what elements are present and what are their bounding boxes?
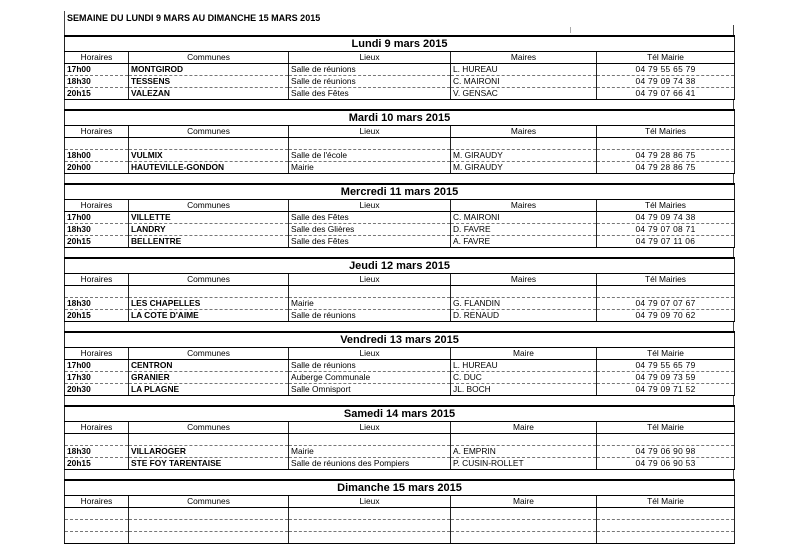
table-row (65, 298, 735, 310)
day-heading-row (65, 110, 735, 126)
cell-maire (451, 138, 597, 150)
cell-commune: VALEZAN (129, 88, 289, 100)
cell-commune: LES CHAPELLES (129, 298, 289, 310)
column-header-tel: Tél Mairies (597, 274, 735, 286)
cell-commune (129, 434, 289, 446)
cell-maire (451, 520, 597, 532)
day-table (64, 183, 735, 248)
column-header-maire: Maires (451, 52, 597, 64)
day-heading: Lundi 9 mars 2015 (65, 36, 735, 52)
day-heading-row (65, 332, 735, 348)
column-header-maire: Maire (451, 496, 597, 508)
cell-tel (597, 138, 735, 150)
cell-lieu: Salle de réunions (289, 64, 451, 76)
table-row (65, 236, 735, 248)
cell-maire: V. GENSAC (451, 88, 597, 100)
cell-maire: A. EMPRIN (451, 446, 597, 458)
table-row (65, 64, 735, 76)
table-row (65, 162, 735, 174)
table-row (65, 446, 735, 458)
cell-maire: M. GIRAUDY (451, 150, 597, 162)
cell-maire (451, 434, 597, 446)
section-spacer (64, 322, 734, 331)
cell-commune: TESSENS (129, 76, 289, 88)
cell-commune: MONTGIROD (129, 64, 289, 76)
cell-commune: BELLENTRE (129, 236, 289, 248)
table-row (65, 88, 735, 100)
cell-time: 20h00 (65, 162, 129, 174)
cell-time: 18h30 (65, 298, 129, 310)
cell-lieu (289, 434, 451, 446)
cell-commune: VILLAROGER (129, 446, 289, 458)
cell-tel: 04 79 06 90 98 (597, 446, 735, 458)
column-header-maire: Maires (451, 274, 597, 286)
day-sections (64, 35, 734, 544)
day-table (64, 257, 735, 322)
cell-lieu: Mairie (289, 162, 451, 174)
cell-commune: LA PLAGNE (129, 384, 289, 396)
column-header-tel: Tél Mairies (597, 126, 735, 138)
cell-lieu: Salle de l'école (289, 150, 451, 162)
cell-maire: M. GIRAUDY (451, 162, 597, 174)
cell-lieu: Salle des Fêtes (289, 236, 451, 248)
cell-tel (597, 286, 735, 298)
schedule-sheet (64, 11, 734, 544)
cell-time: 20h15 (65, 236, 129, 248)
day-heading-row (65, 258, 735, 274)
column-header-tel: Tél Mairie (597, 52, 735, 64)
column-header-commune: Communes (129, 348, 289, 360)
cell-maire: P. CUSIN-ROLLET (451, 458, 597, 470)
cell-commune: CENTRON (129, 360, 289, 372)
cell-commune (129, 508, 289, 520)
column-header-lieu: Lieux (289, 496, 451, 508)
section-spacer (64, 470, 734, 479)
cell-tel: 04 79 09 71 52 (597, 384, 735, 396)
table-row (65, 520, 735, 532)
column-header-row (65, 422, 735, 434)
column-header-lieu: Lieux (289, 200, 451, 212)
table-row (65, 372, 735, 384)
cell-tel: 04 79 07 08 71 (597, 224, 735, 236)
table-row (65, 150, 735, 162)
day-heading: Mercredi 11 mars 2015 (65, 184, 735, 200)
table-row (65, 532, 735, 544)
cell-tel: 04 79 28 86 75 (597, 150, 735, 162)
cell-time (65, 532, 129, 544)
day-heading: Samedi 14 mars 2015 (65, 406, 735, 422)
table-row (65, 360, 735, 372)
cell-commune (129, 138, 289, 150)
cell-time: 20h30 (65, 384, 129, 396)
cell-commune: LANDRY (129, 224, 289, 236)
cell-tel (597, 520, 735, 532)
column-header-tel: Tél Mairie (597, 496, 735, 508)
cell-commune: STE FOY TARENTAISE (129, 458, 289, 470)
cell-maire (451, 508, 597, 520)
column-header-time: Horaires (65, 126, 129, 138)
day-heading: Dimanche 15 mars 2015 (65, 480, 735, 496)
column-header-commune: Communes (129, 496, 289, 508)
cell-maire: A. FAVRE (451, 236, 597, 248)
column-header-commune: Communes (129, 52, 289, 64)
column-header-tel: Tél Mairie (597, 348, 735, 360)
cell-maire: D. FAVRE (451, 224, 597, 236)
table-row (65, 310, 735, 322)
cell-tel: 04 79 09 70 62 (597, 310, 735, 322)
page-title: SEMAINE DU LUNDI 9 MARS AU DIMANCHE 15 MARS 2015 (64, 11, 734, 25)
column-header-time: Horaires (65, 348, 129, 360)
day-heading-row (65, 36, 735, 52)
cell-time (65, 286, 129, 298)
cell-time: 20h15 (65, 310, 129, 322)
column-header-time: Horaires (65, 274, 129, 286)
cell-time: 18h30 (65, 224, 129, 236)
cell-tel (597, 508, 735, 520)
cell-commune: VILLETTE (129, 212, 289, 224)
day-heading-row (65, 480, 735, 496)
column-header-row (65, 52, 735, 64)
day-table (64, 35, 735, 100)
cell-commune: HAUTEVILLE-GONDON (129, 162, 289, 174)
cell-maire: C. DUC (451, 372, 597, 384)
cell-time: 20h15 (65, 458, 129, 470)
table-row (65, 212, 735, 224)
day-heading-row (65, 184, 735, 200)
cell-time: 17h30 (65, 372, 129, 384)
table-row (65, 434, 735, 446)
cell-lieu: Salle des Fêtes (289, 88, 451, 100)
cell-lieu: Salle de réunions (289, 360, 451, 372)
column-header-lieu: Lieux (289, 52, 451, 64)
day-heading: Vendredi 13 mars 2015 (65, 332, 735, 348)
cell-commune: LA COTE D'AIME (129, 310, 289, 322)
cell-tel: 04 79 07 11 06 (597, 236, 735, 248)
column-header-maire: Maires (451, 200, 597, 212)
column-header-row (65, 126, 735, 138)
column-header-row (65, 496, 735, 508)
cell-lieu (289, 520, 451, 532)
title-gap (64, 25, 734, 35)
cell-time (65, 508, 129, 520)
cell-maire (451, 532, 597, 544)
cell-lieu (289, 286, 451, 298)
cell-tel: 04 79 09 74 38 (597, 212, 735, 224)
day-heading: Mardi 10 mars 2015 (65, 110, 735, 126)
cell-maire: C. MAIRONI (451, 76, 597, 88)
cell-time: 18h30 (65, 76, 129, 88)
table-row (65, 224, 735, 236)
cell-lieu: Salle de réunions (289, 76, 451, 88)
column-header-commune: Communes (129, 422, 289, 434)
column-header-lieu: Lieux (289, 126, 451, 138)
cell-time: 20h15 (65, 88, 129, 100)
column-header-time: Horaires (65, 496, 129, 508)
column-header-commune: Communes (129, 126, 289, 138)
cell-lieu: Salle Omnisport (289, 384, 451, 396)
cell-maire (451, 286, 597, 298)
cell-lieu (289, 532, 451, 544)
column-header-time: Horaires (65, 422, 129, 434)
column-header-row (65, 200, 735, 212)
section-spacer (64, 100, 734, 109)
section-spacer (64, 396, 734, 405)
cell-lieu (289, 508, 451, 520)
cell-maire: L. HUREAU (451, 64, 597, 76)
section-spacer (64, 248, 734, 257)
cell-commune: VULMIX (129, 150, 289, 162)
column-header-row (65, 348, 735, 360)
cell-tel: 04 79 09 73 59 (597, 372, 735, 384)
column-header-tel: Tél Mairie (597, 422, 735, 434)
column-header-maire: Maires (451, 126, 597, 138)
column-header-commune: Communes (129, 274, 289, 286)
cell-tel: 04 79 55 65 79 (597, 64, 735, 76)
day-table (64, 405, 735, 470)
cell-commune (129, 532, 289, 544)
cell-time (65, 520, 129, 532)
day-table (64, 331, 735, 396)
cell-tel (597, 532, 735, 544)
cell-lieu (289, 138, 451, 150)
column-header-maire: Maire (451, 422, 597, 434)
cell-tel: 04 79 07 07 67 (597, 298, 735, 310)
column-header-row (65, 274, 735, 286)
cell-tel: 04 79 06 90 53 (597, 458, 735, 470)
day-heading: Jeudi 12 mars 2015 (65, 258, 735, 274)
cell-lieu: Auberge Communale (289, 372, 451, 384)
cell-time: 18h30 (65, 446, 129, 458)
cell-tel: 04 79 09 74 38 (597, 76, 735, 88)
column-header-maire: Maire (451, 348, 597, 360)
day-table (64, 479, 735, 544)
cell-time: 18h00 (65, 150, 129, 162)
column-header-commune: Communes (129, 200, 289, 212)
cell-tel: 04 79 07 66 41 (597, 88, 735, 100)
column-header-lieu: Lieux (289, 274, 451, 286)
table-row (65, 76, 735, 88)
table-row (65, 458, 735, 470)
column-header-lieu: Lieux (289, 422, 451, 434)
column-header-tel: Tél Mairies (597, 200, 735, 212)
cell-lieu: Salle de réunions (289, 310, 451, 322)
cell-lieu: Salle des Fêtes (289, 212, 451, 224)
cell-maire: L. HUREAU (451, 360, 597, 372)
cell-commune: GRANIER (129, 372, 289, 384)
cell-tel: 04 79 28 86 75 (597, 162, 735, 174)
cell-maire: G. FLANDIN (451, 298, 597, 310)
section-spacer (64, 174, 734, 183)
column-header-lieu: Lieux (289, 348, 451, 360)
table-row (65, 286, 735, 298)
cell-lieu: Mairie (289, 446, 451, 458)
cell-time: 17h00 (65, 360, 129, 372)
cell-commune (129, 520, 289, 532)
cell-commune (129, 286, 289, 298)
table-row (65, 384, 735, 396)
cell-maire: JL. BOCH (451, 384, 597, 396)
cell-lieu: Salle de réunions des Pompiers (289, 458, 451, 470)
cell-lieu: Salle des Glières (289, 224, 451, 236)
cell-time: 17h00 (65, 212, 129, 224)
table-row (65, 138, 735, 150)
day-heading-row (65, 406, 735, 422)
cell-time (65, 138, 129, 150)
column-header-time: Horaires (65, 200, 129, 212)
day-table (64, 109, 735, 174)
column-header-time: Horaires (65, 52, 129, 64)
cell-tel: 04 79 55 65 79 (597, 360, 735, 372)
cell-time (65, 434, 129, 446)
cell-maire: D. RENAUD (451, 310, 597, 322)
cell-tel (597, 434, 735, 446)
cell-time: 17h00 (65, 64, 129, 76)
table-row (65, 508, 735, 520)
cell-lieu: Mairie (289, 298, 451, 310)
cell-maire: C. MAIRONI (451, 212, 597, 224)
